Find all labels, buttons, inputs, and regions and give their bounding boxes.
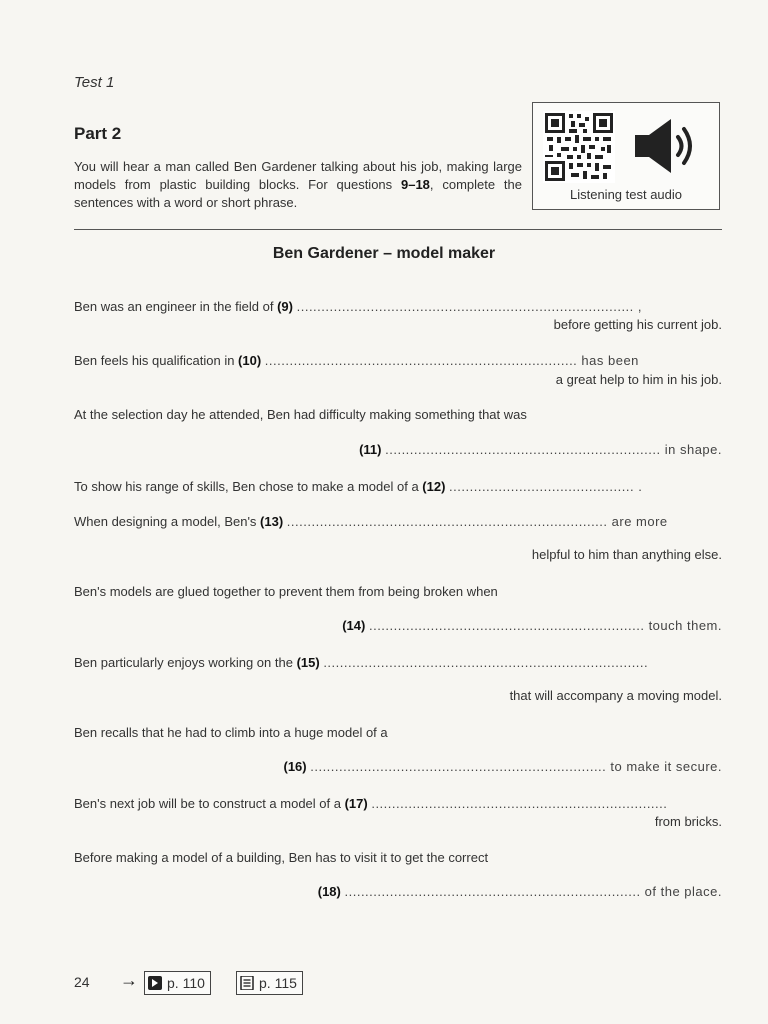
question-17: Ben's next job will be to construct a model of a (17) ........................................................................ (74, 796, 668, 811)
arrow-right-icon: → (120, 970, 138, 990)
answer-key-reference[interactable] (144, 971, 211, 995)
question-10-continuation: a great help to him in his job. (555, 372, 722, 387)
page-number: 24 (74, 974, 90, 990)
question-15-continuation: that will accompany a moving model. (509, 688, 722, 703)
audio-script-icon (148, 976, 162, 990)
answer-blank-18[interactable]: ........................................................................ of the place. (344, 884, 722, 899)
answer-blank-10[interactable]: ............................................................................ has been (264, 353, 639, 368)
part-title: Part 2 (74, 124, 122, 143)
answer-blank-9[interactable]: .................................................................................. , (296, 299, 643, 314)
document-title: Ben Gardener – model maker (272, 245, 496, 262)
instructions: You will hear a man called Ben Gardener talking about his job, making large models from plastic building blocks. For questions 9–18, complete the sentences with a word or short phrase. (74, 159, 522, 210)
question-17-continuation: from bricks. (654, 814, 722, 829)
transcript-reference[interactable] (236, 971, 303, 995)
listening-audio-link[interactable] (532, 102, 720, 210)
question-9-continuation: before getting his current job. (553, 317, 722, 332)
question-12: To show his range of skills, Ben chose to make a model of a (12) ............................................. . (74, 479, 643, 494)
question-16-answer-line: (16) ........................................................................ to make it secure. (283, 759, 722, 774)
question-13-continuation: helpful to him than anything else. (531, 547, 722, 562)
question-range: 9–18 (400, 177, 430, 192)
qr-code-icon[interactable] (543, 111, 615, 183)
answer-blank-14[interactable]: ................................................................... touch them. (368, 618, 722, 633)
question-14-answer-line: (14) ................................................................... touch them. (342, 618, 722, 633)
answer-blank-17[interactable]: ........................................................................ (371, 796, 668, 811)
document-icon (240, 976, 254, 990)
question-13: When designing a model, Ben's (13) .............................................................................. are more (74, 514, 668, 529)
question-14: Ben's models are glued together to prevent them from being broken when (74, 584, 498, 599)
question-11-answer-line: (11) ................................................................... in shape. (359, 442, 722, 457)
answer-blank-13[interactable]: .............................................................................. are more (286, 514, 668, 529)
question-16: Ben recalls that he had to climb into a huge model of a (74, 725, 388, 740)
reference-page-1: p. 110 (167, 975, 205, 991)
answer-blank-15[interactable]: ............................................................................... (323, 655, 649, 670)
answer-blank-12[interactable]: ............................................. . (449, 479, 643, 494)
test-label: Test 1 (74, 74, 115, 91)
answer-blank-11[interactable]: ................................................................... in shape. (385, 442, 722, 457)
answer-blank-16[interactable]: ........................................................................ to make it secure. (310, 759, 722, 774)
question-10: Ben feels his qualification in (10) ............................................................................ has been (74, 353, 639, 368)
speaker-icon[interactable] (633, 115, 699, 177)
question-18: Before making a model of a building, Ben has to visit it to get the correct (74, 850, 489, 865)
question-9: Ben was an engineer in the field of (9) .................................................................................. , (74, 299, 643, 314)
reference-page-2: p. 115 (259, 975, 297, 991)
question-15: Ben particularly enjoys working on the (15) ............................................................................... (74, 655, 649, 670)
question-18-answer-line: (18) ........................................................................ of the place. (317, 884, 722, 899)
audio-caption: Listening test audio (569, 187, 683, 202)
divider (74, 229, 722, 230)
question-11: At the selection day he attended, Ben had difficulty making something that was (74, 407, 527, 422)
